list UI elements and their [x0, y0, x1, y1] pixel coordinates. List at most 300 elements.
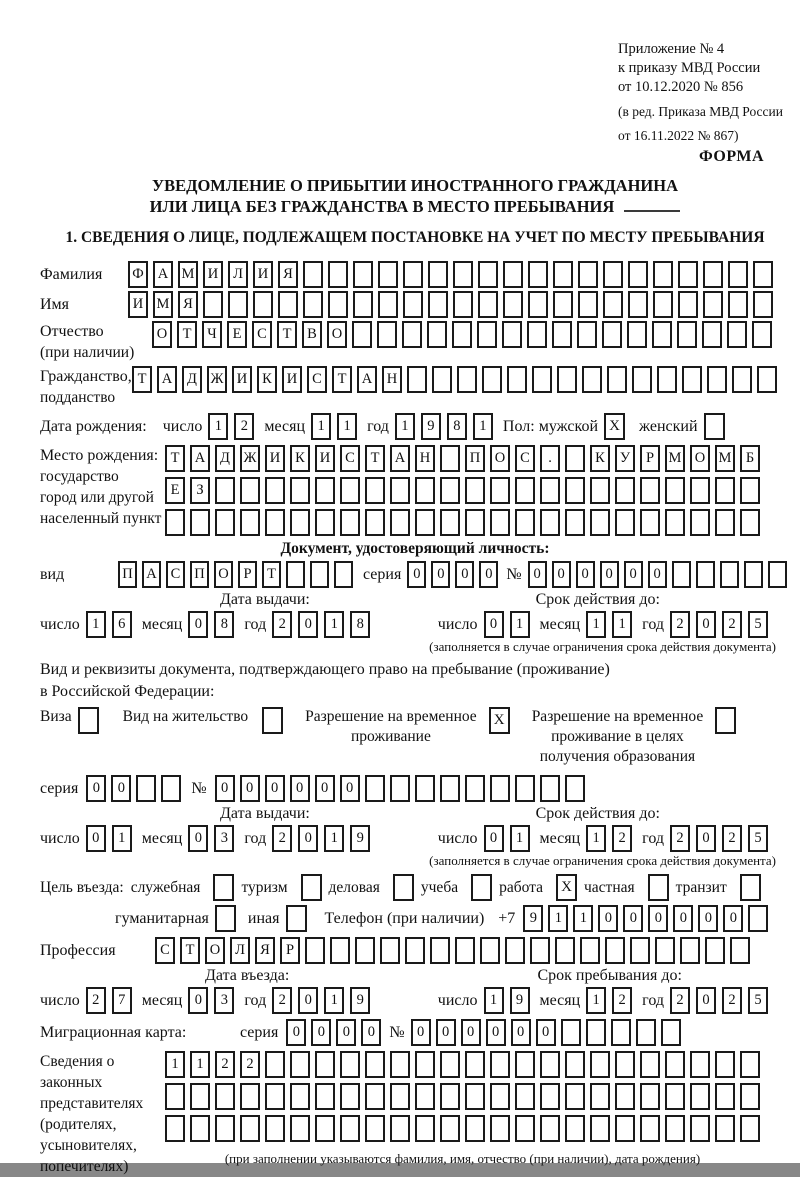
char-cell[interactable]: Т	[132, 366, 152, 393]
char-cell[interactable]: 2	[272, 611, 292, 638]
char-cell[interactable]	[665, 1083, 685, 1110]
char-cell[interactable]	[328, 291, 348, 318]
char-cell[interactable]: 1	[208, 413, 228, 440]
char-cell[interactable]	[540, 1115, 560, 1142]
char-cell[interactable]	[590, 509, 610, 536]
char-cell[interactable]: 0	[600, 561, 619, 588]
char-cell[interactable]	[405, 937, 425, 964]
char-cell[interactable]	[452, 321, 472, 348]
char-cell[interactable]	[215, 1083, 235, 1110]
char-cell[interactable]: 0	[86, 775, 106, 802]
char-cell[interactable]: 0	[536, 1019, 556, 1046]
char-cell[interactable]: .	[540, 445, 560, 472]
char-cell[interactable]	[661, 1019, 681, 1046]
char-cell[interactable]	[353, 291, 373, 318]
char-cell[interactable]	[415, 775, 435, 802]
char-cell[interactable]	[161, 775, 181, 802]
char-cell[interactable]	[740, 1083, 760, 1110]
char-cell[interactable]	[740, 509, 760, 536]
char-cell[interactable]	[365, 1083, 385, 1110]
char-cell[interactable]	[215, 509, 235, 536]
char-cell[interactable]	[715, 509, 735, 536]
char-cell[interactable]: Е	[165, 477, 185, 504]
char-cell[interactable]	[240, 477, 260, 504]
char-cell[interactable]: Т	[180, 937, 200, 964]
char-cell[interactable]: А	[142, 561, 161, 588]
char-cell[interactable]: 0	[696, 825, 716, 852]
char-cell[interactable]: 0	[484, 611, 504, 638]
char-cell[interactable]: 1	[190, 1051, 210, 1078]
char-cell[interactable]	[615, 1083, 635, 1110]
char-cell[interactable]: 2	[722, 825, 742, 852]
char-cell[interactable]	[190, 1083, 210, 1110]
char-cell[interactable]	[402, 321, 422, 348]
char-cell[interactable]	[615, 477, 635, 504]
char-cell[interactable]	[265, 509, 285, 536]
char-cell[interactable]	[290, 1115, 310, 1142]
char-cell[interactable]: О	[214, 561, 233, 588]
char-cell[interactable]	[340, 1115, 360, 1142]
char-cell[interactable]: Т	[332, 366, 352, 393]
char-cell[interactable]	[540, 509, 560, 536]
char-cell[interactable]	[690, 1115, 710, 1142]
char-cell[interactable]: 0	[407, 561, 426, 588]
char-cell[interactable]	[632, 366, 652, 393]
char-cell[interactable]	[628, 261, 648, 288]
char-cell[interactable]	[482, 366, 502, 393]
char-cell[interactable]: 0	[298, 825, 318, 852]
char-cell[interactable]: 1	[586, 611, 606, 638]
char-cell[interactable]: 0	[479, 561, 498, 588]
char-cell[interactable]	[165, 509, 185, 536]
char-cell[interactable]: 1	[510, 825, 530, 852]
char-cell[interactable]	[665, 1115, 685, 1142]
char-cell[interactable]: С	[515, 445, 535, 472]
char-cell[interactable]	[440, 1051, 460, 1078]
char-cell[interactable]	[265, 1115, 285, 1142]
char-cell[interactable]	[490, 1083, 510, 1110]
char-cell[interactable]	[478, 261, 498, 288]
char-cell[interactable]: Я	[278, 261, 298, 288]
char-cell[interactable]	[565, 509, 585, 536]
char-cell[interactable]: 0	[648, 905, 668, 932]
char-cell[interactable]	[315, 1051, 335, 1078]
char-cell[interactable]	[690, 477, 710, 504]
char-cell[interactable]: 0	[188, 825, 208, 852]
char-cell[interactable]	[286, 561, 305, 588]
char-cell[interactable]	[740, 1051, 760, 1078]
char-cell[interactable]	[690, 1083, 710, 1110]
char-cell[interactable]: Т	[177, 321, 197, 348]
char-cell[interactable]: Я	[178, 291, 198, 318]
char-cell[interactable]: 1	[586, 825, 606, 852]
char-cell[interactable]	[455, 937, 475, 964]
char-cell[interactable]: Р	[280, 937, 300, 964]
char-cell[interactable]: А	[357, 366, 377, 393]
char-cell[interactable]	[478, 291, 498, 318]
char-cell[interactable]	[440, 1115, 460, 1142]
char-cell[interactable]	[290, 509, 310, 536]
char-cell[interactable]	[305, 937, 325, 964]
char-cell[interactable]	[136, 775, 156, 802]
char-cell[interactable]	[315, 477, 335, 504]
char-cell[interactable]	[652, 321, 672, 348]
char-cell[interactable]: 9	[523, 905, 543, 932]
char-cell[interactable]	[440, 477, 460, 504]
char-cell[interactable]	[653, 291, 673, 318]
char-cell[interactable]	[453, 261, 473, 288]
char-cell[interactable]	[702, 321, 722, 348]
char-cell[interactable]: 0	[723, 905, 743, 932]
char-cell[interactable]: П	[118, 561, 137, 588]
char-cell[interactable]: С	[155, 937, 175, 964]
purpose-private-checkbox[interactable]	[648, 874, 669, 901]
char-cell[interactable]	[353, 261, 373, 288]
char-cell[interactable]: 0	[265, 775, 285, 802]
char-cell[interactable]	[465, 509, 485, 536]
char-cell[interactable]	[265, 1083, 285, 1110]
char-cell[interactable]	[605, 937, 625, 964]
char-cell[interactable]	[640, 509, 660, 536]
char-cell[interactable]: Я	[255, 937, 275, 964]
char-cell[interactable]	[190, 509, 210, 536]
purpose-official-checkbox[interactable]	[213, 874, 234, 901]
char-cell[interactable]	[190, 1115, 210, 1142]
char-cell[interactable]: Л	[228, 261, 248, 288]
char-cell[interactable]	[415, 1083, 435, 1110]
char-cell[interactable]: С	[340, 445, 360, 472]
char-cell[interactable]	[457, 366, 477, 393]
char-cell[interactable]: 3	[214, 825, 234, 852]
char-cell[interactable]	[315, 509, 335, 536]
char-cell[interactable]	[728, 291, 748, 318]
char-cell[interactable]: П	[465, 445, 485, 472]
char-cell[interactable]	[752, 321, 772, 348]
char-cell[interactable]: Л	[230, 937, 250, 964]
char-cell[interactable]	[440, 445, 460, 472]
purpose-business-checkbox[interactable]	[393, 874, 414, 901]
char-cell[interactable]	[578, 261, 598, 288]
char-cell[interactable]	[290, 1051, 310, 1078]
char-cell[interactable]	[390, 1115, 410, 1142]
char-cell[interactable]: 1	[165, 1051, 185, 1078]
char-cell[interactable]: 1	[484, 987, 504, 1014]
humanitarian-checkbox[interactable]	[215, 905, 236, 932]
char-cell[interactable]	[552, 321, 572, 348]
char-cell[interactable]	[730, 937, 750, 964]
char-cell[interactable]: 0	[648, 561, 667, 588]
char-cell[interactable]: 2	[612, 825, 632, 852]
char-cell[interactable]: 0	[673, 905, 693, 932]
char-cell[interactable]: 1	[324, 611, 344, 638]
char-cell[interactable]: 0	[286, 1019, 306, 1046]
char-cell[interactable]: Н	[382, 366, 402, 393]
char-cell[interactable]: 0	[576, 561, 595, 588]
char-cell[interactable]: 0	[436, 1019, 456, 1046]
char-cell[interactable]: 0	[340, 775, 360, 802]
char-cell[interactable]	[380, 937, 400, 964]
char-cell[interactable]	[540, 477, 560, 504]
char-cell[interactable]	[565, 477, 585, 504]
char-cell[interactable]	[415, 1051, 435, 1078]
char-cell[interactable]	[503, 291, 523, 318]
char-cell[interactable]	[753, 261, 773, 288]
char-cell[interactable]	[732, 366, 752, 393]
purpose-tourism-checkbox[interactable]	[301, 874, 322, 901]
char-cell[interactable]	[253, 291, 273, 318]
char-cell[interactable]	[540, 1051, 560, 1078]
char-cell[interactable]: О	[152, 321, 172, 348]
char-cell[interactable]	[265, 1051, 285, 1078]
char-cell[interactable]	[505, 937, 525, 964]
char-cell[interactable]	[415, 1115, 435, 1142]
char-cell[interactable]	[240, 509, 260, 536]
char-cell[interactable]: 0	[696, 611, 716, 638]
char-cell[interactable]	[215, 477, 235, 504]
char-cell[interactable]: М	[715, 445, 735, 472]
char-cell[interactable]: С	[252, 321, 272, 348]
char-cell[interactable]: 1	[112, 825, 132, 852]
char-cell[interactable]: 8	[447, 413, 467, 440]
char-cell[interactable]	[607, 366, 627, 393]
char-cell[interactable]	[290, 1083, 310, 1110]
char-cell[interactable]: Р	[640, 445, 660, 472]
char-cell[interactable]	[540, 775, 560, 802]
char-cell[interactable]	[553, 261, 573, 288]
char-cell[interactable]: 8	[350, 611, 370, 638]
char-cell[interactable]	[355, 937, 375, 964]
char-cell[interactable]: 0	[290, 775, 310, 802]
char-cell[interactable]	[640, 1115, 660, 1142]
char-cell[interactable]	[515, 477, 535, 504]
char-cell[interactable]: 0	[484, 825, 504, 852]
char-cell[interactable]	[696, 561, 715, 588]
char-cell[interactable]	[757, 366, 777, 393]
char-cell[interactable]	[390, 509, 410, 536]
char-cell[interactable]	[528, 291, 548, 318]
char-cell[interactable]: 1	[337, 413, 357, 440]
char-cell[interactable]	[677, 321, 697, 348]
char-cell[interactable]	[528, 261, 548, 288]
char-cell[interactable]: Ф	[128, 261, 148, 288]
char-cell[interactable]: 2	[670, 611, 690, 638]
char-cell[interactable]: И	[232, 366, 252, 393]
char-cell[interactable]: 1	[324, 987, 344, 1014]
purpose-work-checkbox[interactable]: X	[556, 874, 577, 901]
char-cell[interactable]: Д	[215, 445, 235, 472]
char-cell[interactable]: Ж	[240, 445, 260, 472]
char-cell[interactable]	[403, 261, 423, 288]
char-cell[interactable]	[690, 509, 710, 536]
char-cell[interactable]	[490, 477, 510, 504]
char-cell[interactable]: К	[257, 366, 277, 393]
char-cell[interactable]	[515, 1115, 535, 1142]
purpose-study-checkbox[interactable]	[471, 874, 492, 901]
char-cell[interactable]	[530, 937, 550, 964]
char-cell[interactable]	[707, 366, 727, 393]
char-cell[interactable]	[690, 1051, 710, 1078]
char-cell[interactable]	[680, 937, 700, 964]
char-cell[interactable]	[628, 291, 648, 318]
char-cell[interactable]	[240, 1115, 260, 1142]
char-cell[interactable]	[640, 1051, 660, 1078]
char-cell[interactable]	[553, 291, 573, 318]
char-cell[interactable]: 0	[298, 611, 318, 638]
char-cell[interactable]: 2	[215, 1051, 235, 1078]
visa-checkbox[interactable]	[78, 707, 99, 734]
char-cell[interactable]	[565, 1083, 585, 1110]
char-cell[interactable]: О	[690, 445, 710, 472]
char-cell[interactable]: А	[153, 261, 173, 288]
char-cell[interactable]	[432, 366, 452, 393]
char-cell[interactable]	[428, 261, 448, 288]
char-cell[interactable]: Ж	[207, 366, 227, 393]
char-cell[interactable]: 0	[188, 987, 208, 1014]
char-cell[interactable]	[165, 1083, 185, 1110]
char-cell[interactable]	[653, 261, 673, 288]
char-cell[interactable]	[515, 1051, 535, 1078]
char-cell[interactable]	[590, 1051, 610, 1078]
char-cell[interactable]: 9	[350, 987, 370, 1014]
char-cell[interactable]: 2	[670, 987, 690, 1014]
char-cell[interactable]	[340, 1083, 360, 1110]
char-cell[interactable]: 0	[336, 1019, 356, 1046]
char-cell[interactable]	[165, 1115, 185, 1142]
char-cell[interactable]	[502, 321, 522, 348]
char-cell[interactable]	[365, 775, 385, 802]
char-cell[interactable]	[727, 321, 747, 348]
char-cell[interactable]	[440, 1083, 460, 1110]
char-cell[interactable]	[378, 261, 398, 288]
char-cell[interactable]	[477, 321, 497, 348]
char-cell[interactable]	[390, 1051, 410, 1078]
other-purpose-checkbox[interactable]	[286, 905, 307, 932]
char-cell[interactable]: 2	[722, 611, 742, 638]
char-cell[interactable]	[748, 905, 768, 932]
char-cell[interactable]: 1	[548, 905, 568, 932]
char-cell[interactable]: З	[190, 477, 210, 504]
char-cell[interactable]	[678, 291, 698, 318]
char-cell[interactable]	[315, 1083, 335, 1110]
char-cell[interactable]: 2	[722, 987, 742, 1014]
char-cell[interactable]	[527, 321, 547, 348]
char-cell[interactable]	[744, 561, 763, 588]
char-cell[interactable]: О	[327, 321, 347, 348]
char-cell[interactable]	[465, 1115, 485, 1142]
char-cell[interactable]	[480, 937, 500, 964]
char-cell[interactable]	[540, 1083, 560, 1110]
char-cell[interactable]	[352, 321, 372, 348]
char-cell[interactable]	[390, 477, 410, 504]
char-cell[interactable]	[630, 937, 650, 964]
char-cell[interactable]: П	[190, 561, 209, 588]
char-cell[interactable]	[440, 775, 460, 802]
char-cell[interactable]	[703, 291, 723, 318]
char-cell[interactable]	[603, 291, 623, 318]
char-cell[interactable]: 0	[411, 1019, 431, 1046]
female-checkbox[interactable]	[704, 413, 725, 440]
char-cell[interactable]	[290, 477, 310, 504]
char-cell[interactable]: Т	[262, 561, 281, 588]
char-cell[interactable]: Т	[365, 445, 385, 472]
char-cell[interactable]	[340, 477, 360, 504]
char-cell[interactable]	[615, 509, 635, 536]
char-cell[interactable]	[640, 1083, 660, 1110]
char-cell[interactable]	[428, 291, 448, 318]
char-cell[interactable]	[561, 1019, 581, 1046]
char-cell[interactable]	[228, 291, 248, 318]
char-cell[interactable]: 1	[612, 611, 632, 638]
char-cell[interactable]	[490, 1115, 510, 1142]
char-cell[interactable]: 1	[573, 905, 593, 932]
char-cell[interactable]: 0	[311, 1019, 331, 1046]
char-cell[interactable]: 2	[612, 987, 632, 1014]
char-cell[interactable]: 2	[272, 825, 292, 852]
char-cell[interactable]	[557, 366, 577, 393]
char-cell[interactable]: Н	[415, 445, 435, 472]
char-cell[interactable]	[415, 477, 435, 504]
char-cell[interactable]	[682, 366, 702, 393]
char-cell[interactable]	[565, 1051, 585, 1078]
char-cell[interactable]	[740, 477, 760, 504]
char-cell[interactable]: 0	[698, 905, 718, 932]
char-cell[interactable]: 0	[461, 1019, 481, 1046]
char-cell[interactable]: 0	[298, 987, 318, 1014]
char-cell[interactable]: А	[390, 445, 410, 472]
char-cell[interactable]: Т	[165, 445, 185, 472]
char-cell[interactable]	[705, 937, 725, 964]
char-cell[interactable]	[303, 291, 323, 318]
char-cell[interactable]: 0	[188, 611, 208, 638]
char-cell[interactable]	[365, 477, 385, 504]
char-cell[interactable]	[665, 509, 685, 536]
char-cell[interactable]: 8	[214, 611, 234, 638]
char-cell[interactable]	[515, 1083, 535, 1110]
char-cell[interactable]	[555, 937, 575, 964]
char-cell[interactable]: В	[302, 321, 322, 348]
char-cell[interactable]	[310, 561, 329, 588]
char-cell[interactable]	[577, 321, 597, 348]
char-cell[interactable]: 0	[623, 905, 643, 932]
char-cell[interactable]	[365, 509, 385, 536]
char-cell[interactable]	[427, 321, 447, 348]
char-cell[interactable]	[440, 509, 460, 536]
char-cell[interactable]: 0	[86, 825, 106, 852]
char-cell[interactable]: 0	[361, 1019, 381, 1046]
char-cell[interactable]: 5	[748, 987, 768, 1014]
char-cell[interactable]: С	[307, 366, 327, 393]
char-cell[interactable]: Е	[227, 321, 247, 348]
char-cell[interactable]: 0	[240, 775, 260, 802]
char-cell[interactable]: 1	[586, 987, 606, 1014]
char-cell[interactable]: Д	[182, 366, 202, 393]
char-cell[interactable]	[365, 1115, 385, 1142]
char-cell[interactable]: 2	[670, 825, 690, 852]
char-cell[interactable]	[340, 1051, 360, 1078]
char-cell[interactable]: 2	[234, 413, 254, 440]
char-cell[interactable]: М	[178, 261, 198, 288]
char-cell[interactable]	[515, 775, 535, 802]
char-cell[interactable]	[340, 509, 360, 536]
char-cell[interactable]: 0	[624, 561, 643, 588]
char-cell[interactable]	[753, 291, 773, 318]
char-cell[interactable]: И	[282, 366, 302, 393]
char-cell[interactable]: 1	[86, 611, 106, 638]
char-cell[interactable]: 0	[486, 1019, 506, 1046]
char-cell[interactable]	[390, 775, 410, 802]
char-cell[interactable]	[565, 775, 585, 802]
char-cell[interactable]: 1	[324, 825, 344, 852]
